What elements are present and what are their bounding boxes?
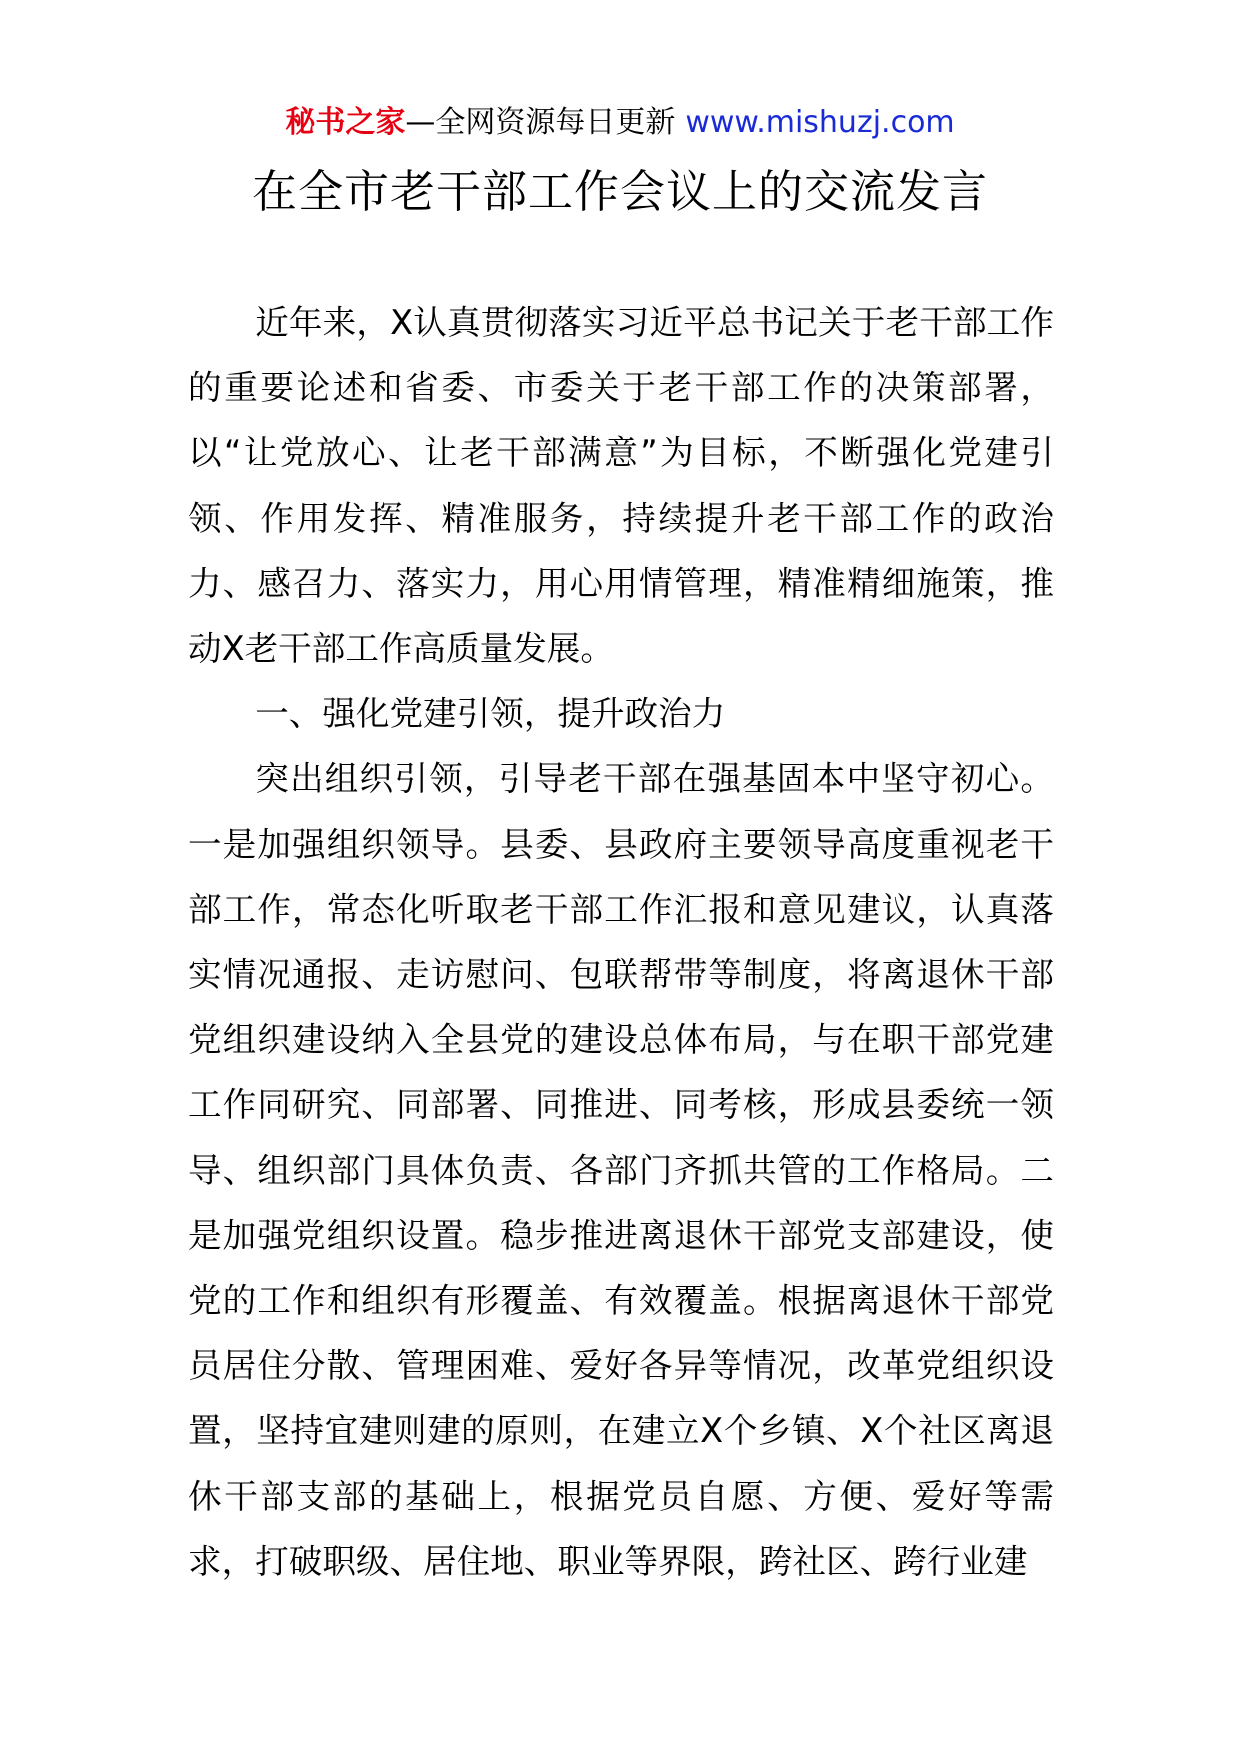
site-brand: 秘书之家 bbox=[285, 105, 406, 140]
section-heading: 一、强化党建引领，提升政治力 bbox=[255, 694, 726, 734]
paragraph-section-1: 突出组织引领，引导老干部在强基固本中坚守初心。一是加强组织领导。县委、县政府主要领导高度重视老干部工作，常态化听取老干部工作汇报和意见建议，认真落实情况通报、走访慰问、包联帮带等制度，将离退休干部党组织建设纳入全县党的建设总体布局，与在职干部党建工作同研究、同部署、同推进、同考核，形成县委统一领导、组织部门具体负责、各部门齐抓共管的工作格局。二是加强党组织设置。稳步推进离退休干部党支部建设，使党的工作和组织有形覆盖、有效覆盖。根据离退休干部党员居住分散、管理困难、爱好各异等情况，改革党组织设置，坚持宜建则建的原则，在建立X个乡镇、X个社区离退休干部支部的基础上，根据党员自愿、方便、爱好等需求，打破职级、居住地、职业等界限，跨社区、跨行业建 bbox=[188, 759, 1054, 1581]
site-slogan: —全网资源每日更新 bbox=[405, 105, 676, 140]
site-header bbox=[0, 103, 1240, 143]
document-title: 在全市老干部工作会议上的交流发言 bbox=[251, 165, 988, 218]
site-url-link[interactable]: www.mishuzj.com bbox=[685, 105, 955, 140]
paragraph-intro: 近年来，X认真贯彻落实习近平总书记关于老干部工作的重要论述和省委、市委关于老干部工作的决策部署，以“让党放心、让老干部满意”为目标，不断强化党建引领、作用发挥、精准服务，持续提升老干部工作的政治力、感召力、落实力，用心用情管理，精准精细施策，推动X老干部工作高质量发展。 bbox=[188, 303, 1054, 669]
document-body bbox=[188, 290, 1054, 1594]
